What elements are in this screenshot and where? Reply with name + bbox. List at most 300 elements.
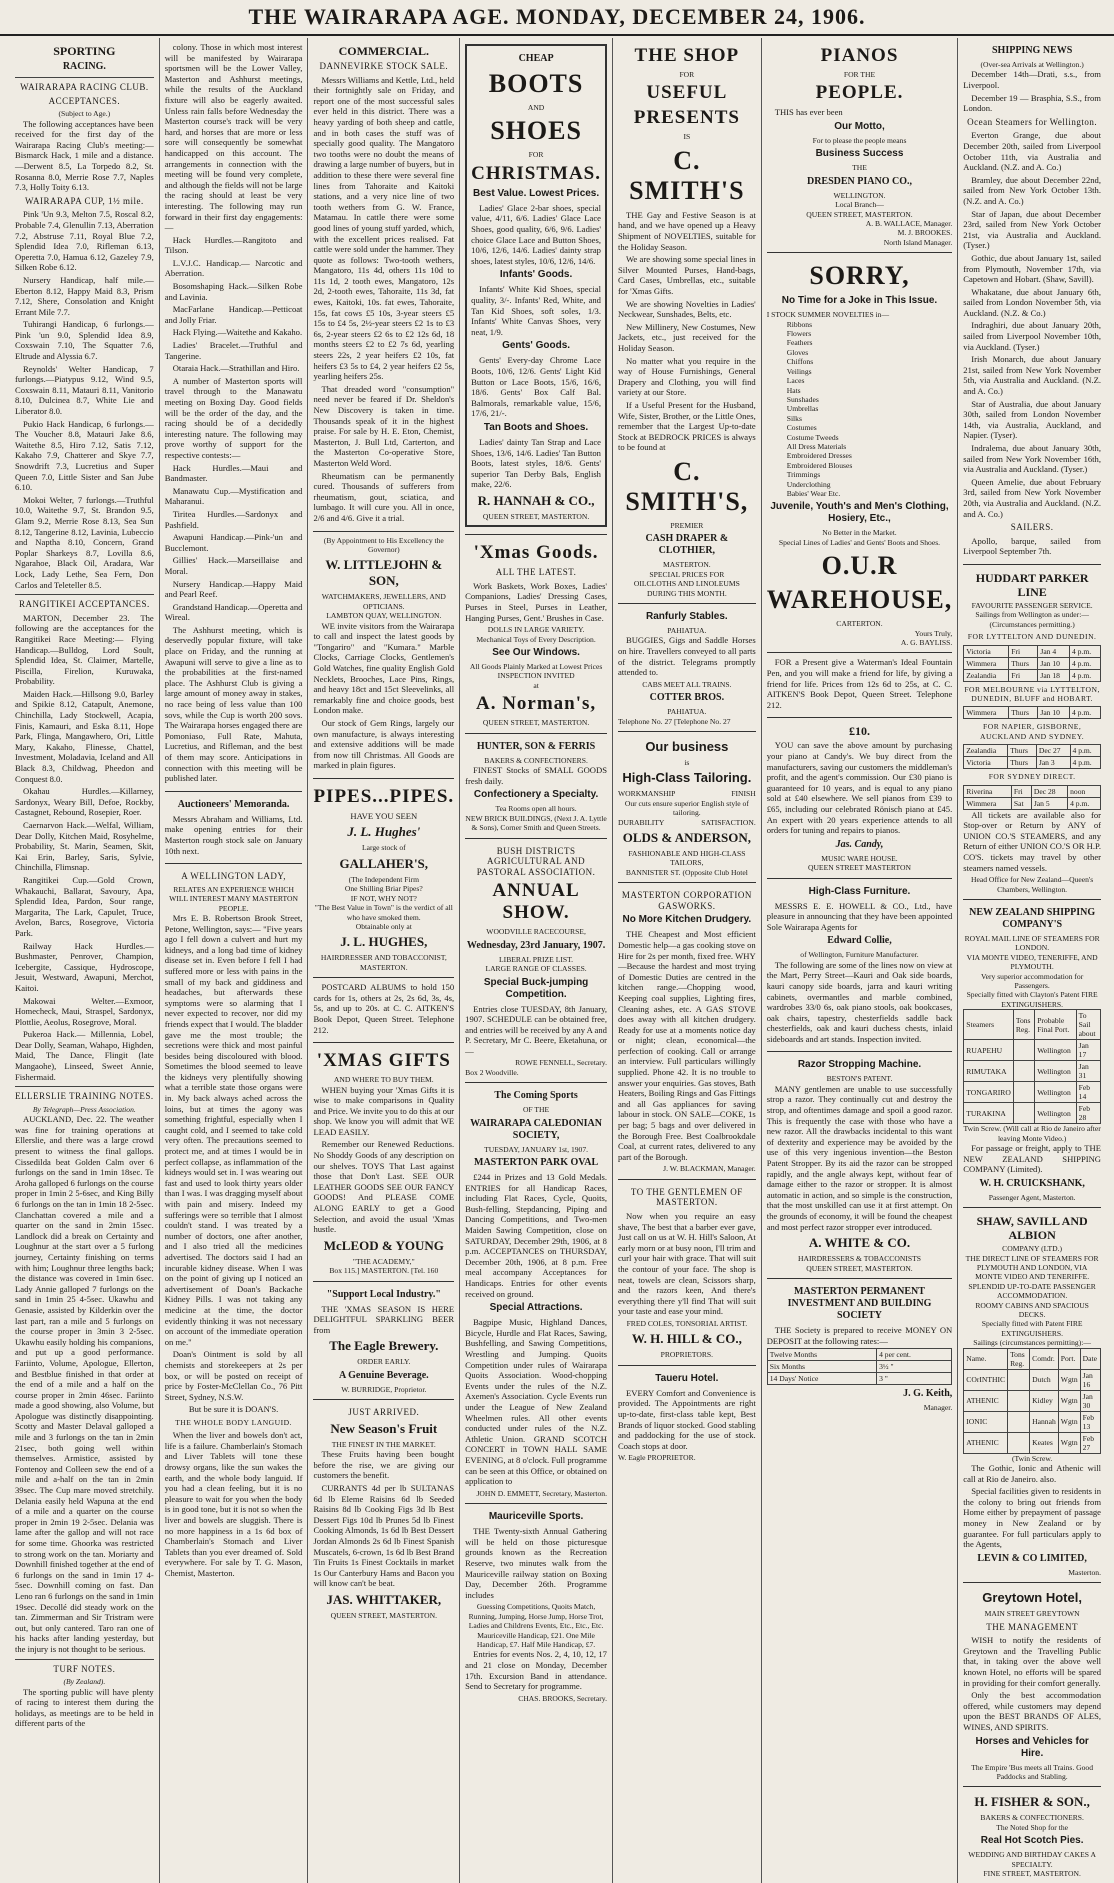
table-cell: Thurs bbox=[1009, 657, 1038, 669]
advertiser-name: HUNTER, SON & FERRIS bbox=[476, 740, 596, 752]
paragraph: The Gothic, Ionic and Athenic will call at Rio de Janeiro. also. bbox=[963, 1463, 1101, 1484]
ad-heading: "Support Local Industry." bbox=[326, 1288, 441, 1300]
ad-line: at bbox=[533, 680, 539, 690]
paragraph: Everton Grange, due about December 20th, sailed from Liverpool October 11th, via Australia and Auckland. (N.Z. and A. Co.) bbox=[963, 130, 1101, 173]
paragraph: Entries close TUESDAY, 8th January, 1907. SCHEDULE can be obtained free, and entries will be received by any A and P. Secretary, Mr C. Beere, Eketahuna, or— bbox=[465, 1003, 607, 1056]
novelty-item: Sunshades bbox=[786, 394, 819, 404]
price-list: CURRANTS 4d per lb SULTANAS 6d lb Eleme Raisins 6d lb Seeded Raisins 8d lb Cooking Figs 3d lb Best Dessert Figs 10d lb Prunes 5d lb Finest Cooking Almonds, 1s 6d lb Best Dessert Jordan Almonds 2s 6d lb Finest Spanish Muscatels, 6-crown, 1s 6d lb Best Brand Tin Fruits 1s Finest Cocktails in market 1s Our Canterbury Hams and Bacon you will know can't be beat. bbox=[313, 1483, 455, 1589]
address-line: QUEEN STREET, MASTERTON. bbox=[482, 718, 590, 728]
caledonian-ad bbox=[465, 1083, 607, 1504]
paragraph: Caernarvon Hack.—Welfal, William, Dear Dolly, Kitchen Maid, Rosyhelme, Probability, St. Marin, Seamen, Skit, Kai Erin, Barley, Saris, Sylvie, Chinchilla, Flimsnap. bbox=[15, 820, 154, 873]
paragraph: Messrs Abraham and Williams, Ltd. make opening entries for their Masterton rough stock sale on January 10th next. bbox=[164, 813, 303, 856]
table-cell: Thurs bbox=[1008, 757, 1037, 769]
ad-subheading: Special Buck-jumping Competition. bbox=[483, 976, 589, 1000]
paragraph: The Ashhurst meeting, which is deservedly popular fixture, will take place on Friday, and the running at Awapuni will serve to give a line as to the probabilities at the first-named place. The Ashhurst Club is giving a large amount of money away in stakes, no race being of less value than 100 sovs, while the Cup is worth 200 sovs. The Wairarapa horses engaged there are Pomoniaso, Full Rate, Mahuta, Lucretius, and Rifleman, and the best of them may score. Anticipations in connection with this meeting will be published later. bbox=[164, 624, 303, 784]
ad-heading: High-Class Furniture. bbox=[808, 885, 911, 897]
ad-line: VIA MONTE VIDEO, TENERIFFE, AND PLYMOUTH. bbox=[966, 952, 1098, 972]
candy-piano-ad bbox=[767, 718, 953, 878]
table-cell: Riverina bbox=[964, 785, 1012, 797]
advertiser-name: The Eagle Brewery. bbox=[329, 1338, 439, 1354]
novelty-item: Embroidered Blouses bbox=[786, 460, 853, 470]
paragraph: Grandstand Handicap.—Operetta and Wireal. bbox=[164, 601, 303, 623]
paragraph: Star of Australia, due about January 30th, sailed from London November 14th, via Australia, Auckland, and Napier. (Tyser). bbox=[963, 398, 1101, 441]
table-cell: Jan 10 bbox=[1038, 657, 1070, 669]
table-cell: 4 per cent. bbox=[877, 1349, 952, 1361]
ad-line: IS bbox=[683, 132, 691, 142]
racing-heading: RACING. bbox=[62, 61, 106, 72]
route-heading: FOR MELBOURNE via LYTTELTON, DUNEDIN, BLUFF and HOBART. bbox=[964, 684, 1100, 703]
article-heading: A WELLINGTON LADY, bbox=[181, 871, 286, 882]
paragraph: Infants' White Kid Shoes, special quality, 3/-. Infants' Red, White, and Tan Kid Shoes, soft soles, 1/3. Infants' White Canvas Shoes, very neat, 1/9. bbox=[471, 284, 601, 337]
ad-line: W. Eagle PROPRIETOR. bbox=[617, 1453, 696, 1463]
paragraph: colony. Those in which most interest will be manifested by Wairarapa sportsmen will be the Lower Valley, Masterton and Ashhurst meetings, while the results of the Auckland fixture will also be eagerly awaited. Unless rain falls before Wednesday the Masterton course's track will be very hard, and horses that are more or less sore will consequently be somewhat handicapped on this account. The arrangements in connection with the meeting will be found very complete, and although the fields will not be large the racing should at least be very interesting. The following may run forward in their first day engagements:— bbox=[164, 42, 303, 233]
ad-line: WEDDING AND BIRTHDAY CAKES A SPECIALTY. bbox=[968, 1850, 1096, 1869]
ad-subheading: Confectionery a Specialty. bbox=[473, 789, 599, 801]
ad-line: Sailings (circumstances permitting):— bbox=[973, 1338, 1091, 1348]
greytown-hotel-ad bbox=[963, 1583, 1101, 1787]
ad-line: SPLENDID UP-TO-DATE PASSENGER ACCOMMODATION. bbox=[968, 1281, 1096, 1301]
paragraph: Pukeroa Hack.— Millennia, Lobel, Dear Dolly, Seaman, Wahapo, Highden, Maid, The Dance, Flingit (late Mangaohe), Linseed, Sweet Annie, Fishermaid. bbox=[15, 1029, 154, 1082]
table-cell: Zealandia bbox=[964, 745, 1008, 757]
table-cell: To Sail about bbox=[1076, 1010, 1100, 1040]
table-cell: ATHENIC bbox=[964, 1390, 1008, 1411]
table-cell: Jan 16 bbox=[1080, 1369, 1100, 1390]
table-cell: Wgtn bbox=[1058, 1411, 1080, 1432]
ad-heading: 'XMAS GIFTS bbox=[316, 1050, 451, 1072]
paragraph: For passage or freight, apply to THE NEW ZEALAND SHIPPING COMPANY (Limited). bbox=[963, 1143, 1101, 1175]
stock-sale-heading: DANNEVIRKE STOCK SALE. bbox=[319, 61, 449, 71]
paragraph: The following acceptances have been received for the first day of the Wairarapa Racing Club's meeting:— Bismarck Hack, 1 mile and a distance.—Derwent 8.5, La Torpedo 8.2, St. Rosanna 8.0, Merrie Rose 7.7, Naples 7.3, Holly Toity 6.13. bbox=[15, 118, 154, 193]
table-cell: Fri bbox=[1011, 785, 1031, 797]
paragraph: THE Twenty-sixth Annual Gathering will be held on those picturesque grounds known as the Recreation Reserve, two minutes walk from the Mauriceville railway station on Boxing Day, December 26th. Programme includes bbox=[465, 1526, 607, 1600]
table-cell: Name. bbox=[964, 1348, 1008, 1369]
ad-line: Mechanical Toys of Every Description. bbox=[476, 634, 596, 644]
ad-line: of Wellington, Furniture Manufacturer. bbox=[800, 950, 919, 960]
table-cell: 14 Days' Notice bbox=[767, 1373, 876, 1385]
paragraph: A number of Masterton sports will travel through to the Manawatu meeting on Boxing Day. Good fields will be the order of the day, and the racing should be of a decidedly interesting nature. The following may prove worthy of support for the respective contests:— bbox=[164, 375, 303, 460]
table-cell bbox=[1013, 1103, 1034, 1124]
address-line: FINE STREET, MASTERTON. bbox=[983, 1869, 1081, 1879]
ad-line: (The Independent Firm bbox=[348, 874, 420, 884]
article-subheading: RELATES AN EXPERIENCE WHICH WILL INTEREST MANY MASTERTON PEOPLE. bbox=[169, 884, 298, 913]
ad-line: Mauriceville Handicap, £21. One Mile Handicap, £7. Half Mile Handicap, £7. bbox=[476, 1630, 596, 1649]
table-cell: Jan 5 bbox=[1031, 797, 1067, 809]
ad-heading: The Coming Sports bbox=[494, 1090, 578, 1102]
paragraph: Work Baskets, Work Boxes, Ladies' Companions, Ladies' Dressing Cases, Purses in Steel, Purses in Leather, Hanging Purses, Gent.' Brushes in Case. bbox=[465, 580, 607, 623]
ad-subheading: Best Value. Lowest Prices. bbox=[472, 187, 600, 199]
table-cell: Feb 14 bbox=[1076, 1082, 1100, 1103]
paragraph: EVERY Comfort and Convenience is provided. The Appointments are right up-to-date, first-class table kept, Best Brands of liquor stocked. Good stabling and paddocking for the use of stock. Coach stops at door. bbox=[617, 1387, 756, 1451]
section-heading: SHIPPING NEWS bbox=[991, 45, 1073, 56]
table-cell: Wellington bbox=[1035, 1103, 1076, 1124]
paragraph: Pukio Hack Handicap, 6 furlongs.—The Voucher 8.8, Matauri Jake 8.6, Waitethe 8.5, Hiro 7.12, Satis 7.12, Kakaho 7.9, Chatterer and Skye 7.7, Snowdrift 7.3, Lucretius and Super Queen 7.0, Little Sister and San Jube 6.10. bbox=[15, 418, 154, 493]
subheading: SAILERS. bbox=[1010, 522, 1054, 533]
ad-line: Head Office for New Zealand—Queen's Chambers, Wellington. bbox=[971, 875, 1094, 894]
paragraph: If a Useful Present for the Husband, Wife, Sister, Brother, or the Little Ones, remember that the Largest Up-to-date Stock at BEDROCK PRICES is always to be found at bbox=[617, 399, 756, 453]
furniture-ad bbox=[767, 879, 953, 1053]
mauriceville-ad bbox=[465, 1504, 607, 1708]
paragraph: Mrs E. B. Robertson Brook Street, Petone, Wellington, says:— "Five years ago I fell down a culvert and hurt my kidneys, and a long bad time of kidney disease set in. Even before I fell I had suffered more or less with pains in the small of my back and giddiness and headaches, but afterwards these symptoms were so alarming that I never expected to recover, nor did my friends expect that I would. The bladder gave me the most trouble; the secretions were thick and most painful besides being discoloured with blood. Sometimes the blood seemed to leave the kidneys very plentifully showing what a terrible state those organs were in. My back always ached across the loins, but at times the agony was something frightful, especially when I caught cold, and I seemed to take cold very often. The precautions seemed to protect me, and at times I would be in perfect collapse, as inflammation of the kidneys would set in. I was wearing out fast and used to look thirty years older than I was. I was dragging myself about with pain and misery. Indeed my sufferings were so terrible that I almost couldn't stand. I was treated by a number of doctors, one after another, and I also tried all the medicines advertised. The doctors said I had an incurable kidney disease. When I was on the point of giving up I noticed an advertisement of Doan's Backache Kidney Pills. I was not taking any medicine at the time, the doctor evidently thinking it was not necessary on account of the immediate operation on me." bbox=[164, 912, 303, 1347]
paragraph: THE Gay and Festive Season is at hand, and we have opened up a Heavy Shipment of NOVELTIES, suitable for the Holiday Season. bbox=[617, 209, 756, 252]
table-cell: Wgtn bbox=[1058, 1390, 1080, 1411]
table-cell: 4 p.m. bbox=[1069, 657, 1100, 669]
paragraph: No matter what you require in the way of House Furnishings, General Drapery and Clothing, you will find variety at our Store. bbox=[617, 355, 756, 398]
column-1 bbox=[10, 38, 159, 1883]
advertiser-name: DRESDEN PIANO CO., bbox=[806, 175, 912, 187]
table-cell: Thurs bbox=[1008, 745, 1037, 757]
paragraph: Doan's Ointment is sold by all chemists and storekeepers at 2s per box, or will be posted on receipt of price by Foster-McClellan Co., 76 Pitt Street, Sydney, N.S.W. bbox=[164, 1349, 303, 1402]
table-row bbox=[964, 797, 1101, 809]
acceptances-heading: ACCEPTANCES. bbox=[48, 95, 121, 106]
ad-heading: PEOPLE. bbox=[815, 82, 904, 104]
advertiser-name: C. SMITH'S bbox=[629, 145, 745, 205]
ad-line: DOLLS IN LARGE VARIETY. bbox=[487, 625, 585, 635]
ad-line: AND bbox=[527, 103, 545, 112]
paragraph: Gillies' Hack.—Marseillaise and Moral. bbox=[164, 555, 303, 576]
paragraph: Indralema, due about January 30th, sailed from New York November 16th, via Australia and Auckland. (Tyser.) bbox=[963, 443, 1101, 475]
table-cell: Wimmera bbox=[964, 657, 1009, 669]
paragraph: Star of Japan, due about December 23rd, sailed from New York October 21st, via Australia and Auckland. (Tyser.) bbox=[963, 208, 1101, 251]
table-cell: Dec 27 bbox=[1036, 745, 1070, 757]
paragraph: MacFarlane Handicap.—Petticoat and Jolly Friar. bbox=[164, 304, 303, 325]
paragraph: Maiden Hack.—Hillsong 9.0, Barley and Spikie 8.12, Catapult, Anemone, Chinchilla, Lady Stockwell, Acapia, Finis, Kamauri, and Eska 8.11, Hope Park, Flinga, Mangawhero, Ori, Little Mary, Kakaho, Flinesse, Chattel, Investment, Moladavia, Iceland and All Black 8.3, Childwag, Pheedon and Conquest 8.0. bbox=[15, 688, 154, 784]
ellerslie-heading: ELLERSLIE TRAINING NOTES. bbox=[15, 1091, 154, 1102]
table-cell: Wellington bbox=[1035, 1082, 1076, 1103]
address-line: MASTERTON. bbox=[662, 560, 711, 570]
ad-line: FAVOURITE PASSENGER SERVICE. bbox=[971, 600, 1093, 610]
table-row bbox=[964, 1010, 1101, 1040]
table-cell: Wellington bbox=[1035, 1040, 1076, 1061]
paragraph: But be sure it is DOAN'S. bbox=[188, 1404, 279, 1415]
ad-line: SATISFACTION. bbox=[701, 817, 756, 827]
paragraph: That dreaded word "consumption" need never be feared if Dr. Sheldon's New Discovery is taken in time. Thousands speak of it in the highest praise. For sale by H. E. Eton, Chemist, Masterton, J. Bull Ltd, Carterton, and the Masterton Co-operative Store, Masterton Weld Word. bbox=[313, 383, 455, 468]
ad-line: Our cuts ensure superior English style of tailoring. bbox=[624, 798, 749, 818]
ad-heading: 'Xmas Goods. bbox=[473, 542, 599, 564]
ad-line: MUSIC WARE HOUSE. bbox=[821, 853, 898, 863]
table-cell: Victoria bbox=[964, 757, 1008, 769]
paragraph: MESSRS E. E. HOWELL & CO., Ltd., have pleasure in announcing that they have been appointed Sole Wairarapa Agents for bbox=[766, 900, 953, 932]
paragraph: Rheumatism can be permanently cured. Thousands of sufferers from rheumatism, gout, sciatica, and lumbago. It will cure you. All in once, 2/6 and 4/6. Give it a trial. bbox=[313, 470, 455, 523]
ad-line: J. W. BLACKMAN, Manager. bbox=[663, 1164, 756, 1174]
ad-line: THE MANAGEMENT bbox=[986, 1621, 1078, 1632]
paragraph: AUCKLAND, Dec. 22. The weather was fine for training operations at Ellerslie, and there was a large crowd present to witness the final gallops. Cissedilda beat Golden Calm over 6 furlongs on the sand in 1min 18sec. Te Aroha galloped 6 furlongs on the course proper in 1min 2 5-6sec, and King Billy 6 furlongs on the tan in 1min 18 2-5sec. Clanchattan covered a mile and a quarter on the sand in 2min 15sec. Landlock did a break on Certainty and Loughnur at the start over a 5 furlong journey, Certainty finishing on terms with him; Loughnur three lengths back; the distance was covered in 1min 6sec. Lady Annie galloped 7 furlongs on the sand in 1min 25 4-5sec. Ukawhu and Genasie, assisted by Kilderkin over the last part, ran a mile and 5 furlongs on the course proper in 3min 3 2-5sec. Ukawhu easily holding his companions, and put up a good performance. Fariinto, Volume, Apologue, Ellerton, and Bestblue finished in that order at the end of a mile and a half on the course proper in 2min 46sec. Fariinto made a good showing, also Volume, but Apologue was distinctly disappointing. Scotty and Master Delaval galloped a mile and 3 furlongs on the tan in 2min 21sec, both going well within themselves. Armistice, assisted by Fontenoy and Colleen sew the end of a mile and a-half on the tan in 2min 39sec. The Cup mare moved stretchily. Delania easily held Wapuna at the end of a mile and a quarter on the course proper in 2min 19 2-5sec. Delania was lame after the gallop and will not race for some time. Ghoorka was restricted to strong work on the tan. Moriarty and Downhill finished together at the end of 6 furlongs on the sand in 1min 17 4-5sec. Downhill coming on fast. Dan Leno ran 6 furlongs on the sand in 1min 19sec. Decollé did steady work on the tan. Zimmerman and Sir Tristram were out, but only cantered. Taro ran one of his hacks after landing yesterday, but the injury is not thought to be serious. bbox=[15, 1114, 154, 1654]
paragraph: L.V.J.C. Handicap.— Narcotic and Aberration. bbox=[164, 257, 303, 279]
table-cell bbox=[1013, 1061, 1034, 1082]
ad-line: THE DIRECT LINE OF STEAMERS FOR PLYMOUTH AND LONDON, VIA MONTE VIDEO AND TENERIFFE. bbox=[965, 1253, 1099, 1282]
ad-line: W. BURRIDGE, Proprietor. bbox=[341, 1384, 427, 1394]
ad-subheading: No Time for a Joke in This Issue. bbox=[781, 295, 938, 307]
table-cell: 4 p.m. bbox=[1070, 757, 1101, 769]
ad-line: MASTERTON PARK OVAL bbox=[474, 1157, 599, 1169]
ad-heading: SHOES bbox=[490, 116, 582, 146]
ad-line: PREMIER bbox=[670, 520, 704, 530]
sailing-table bbox=[963, 706, 1101, 719]
advertiser-name: COTTER BROS. bbox=[649, 692, 725, 704]
table-cell bbox=[1008, 1411, 1030, 1432]
columns bbox=[10, 38, 1106, 1879]
novelty-item: Flowers bbox=[786, 329, 812, 339]
table-cell: Dec 28 bbox=[1031, 785, 1067, 797]
trade-line: BAKERS & CONFECTIONERS. bbox=[484, 755, 588, 765]
paragraph: POSTCARD ALBUMS to hold 150 cards for 1s, others at 2s, 2s 6d, 3s, 4s, 5s, and up to 20s. at C. C. AITKEN'S Book Depot, Queen Street. Telephone 212. bbox=[313, 982, 455, 1035]
table-cell: Probable Final Port. bbox=[1035, 1010, 1076, 1040]
ad-heading: SORRY, bbox=[809, 261, 910, 291]
ad-line: Yours Truly, bbox=[914, 628, 953, 638]
ad-line: The Empire 'Bus meets all Trains. Good Paddocks and Stabling. bbox=[971, 1762, 1094, 1781]
ad-line: OILCLOTHS AND LINOLEUMS bbox=[633, 579, 740, 589]
table-cell bbox=[1008, 1432, 1030, 1453]
ad-line: For to please the people means bbox=[812, 136, 907, 145]
novelty-item: Silks bbox=[786, 413, 802, 423]
ad-line: Box 115.] MASTERTON. [Tel. 160 bbox=[329, 1266, 439, 1276]
table-cell: Jan 3 bbox=[1036, 757, 1070, 769]
ad-line: LIBERAL PRIZE LIST. bbox=[499, 954, 574, 964]
table-cell: Feb 27 bbox=[1080, 1432, 1100, 1453]
novelty-item: Umbrellas bbox=[786, 404, 819, 414]
table-row bbox=[964, 1061, 1101, 1082]
novelty-item: Embroidered Dresses bbox=[786, 451, 852, 461]
address-line: MAIN STREET GREYTOWN bbox=[984, 1609, 1080, 1619]
advertiser-name: McLEOD & YOUNG bbox=[323, 1237, 444, 1253]
ad-line: IF NOT, WHY NOT? bbox=[350, 893, 417, 903]
byline: By Telegraph—Press Association. bbox=[32, 1104, 136, 1114]
ad-heading: New Season's Fruit bbox=[330, 1420, 438, 1436]
paragraph: Our stock of Gem Rings, largely our own manufacture, is always interesting and extensive additions will be made from now till Christmas. All Goods are marked in plain figures. bbox=[313, 717, 455, 771]
table-cell: Jan 30 bbox=[1080, 1390, 1100, 1411]
table-cell bbox=[1013, 1082, 1034, 1103]
paragraph: Messrs Williams and Kettle, Ltd., held their fortnightly sale on Friday, and report one of the most successful sales ever held in this district. There was a heavy yarding of both sheep and cattle, and in both cases the stuff was of specially good quality. The Mangatoro two tooths were no doubt the means of drawing a large number of buyers, but in addition to these there were several fine lines from Tahoraite and Kaitoki stations, and a very nice line of two tooth wethers from G. W. France, Matamau. In cattle there were some good lines of young stuff yarded, which, with the excellent prices realised. Fat cattle were sold under the hammer. They quote as follows: Two-tooth wethers, Mangatoro, 11s 4d, others 11s 10d to 11s 1d, 2 tooth ewes, Mangatoro, 12s 2d, 2-tooth ewes, Tahoraite, 11s 3d, fat ewes, Kaitoki, 10s. fat ewes, Tahoraite, 15s, fat cows £5 10s, 3-year steers £5 15s to £4 5s, 2½-year steers £2 1s to £3 6s, 2-year steers £2 6s to £2 12s 6d, 18 months steers £2 to £2 7s 6d, yearling steers 22s, 2 year heifers £2 10s, fat heifers £3 5s to £4, 2 year heifers £2 5s, yearling heifers 25s. bbox=[313, 74, 455, 382]
advertiser-name: Jas. Candy, bbox=[835, 838, 884, 850]
table-cell: Jan 18 bbox=[1038, 669, 1070, 681]
ad-line: COMPANY (LTD.) bbox=[1002, 1244, 1063, 1254]
ad-line: CHAS. BROOKS, Secretary. bbox=[518, 1693, 607, 1703]
table-cell: Twelve Months bbox=[767, 1349, 876, 1361]
table-row bbox=[964, 1432, 1101, 1453]
advertiser-name: A. Norman's, bbox=[475, 693, 597, 715]
table-cell: 4 p.m. bbox=[1069, 669, 1100, 681]
bayliss-warehouse-ad bbox=[767, 253, 953, 653]
rangitikei-heading: RANGITIKEI ACCEPTANCES. bbox=[18, 599, 150, 610]
table-cell: Thurs bbox=[1009, 707, 1038, 719]
table-cell: Six Months bbox=[767, 1361, 876, 1373]
trade-line: CASH DRAPER & CLOTHIER, bbox=[645, 533, 729, 557]
ad-subheading: Real Hot Scotch Pies. bbox=[980, 1835, 1084, 1847]
ad-line: Obtainable only at bbox=[355, 921, 412, 931]
ad-subheading: Horses and Vehicles for Hire. bbox=[975, 1735, 1089, 1759]
column-7 bbox=[957, 38, 1106, 1883]
table-cell: 4 p.m. bbox=[1068, 797, 1101, 809]
paragraph: Ladies' dainty Tan Strap and Lace Shoes, 13/6, 14/6. Ladies' Tan Button Boots, latest styles, 18/6. Gents' superior Tan Derby Bals, English make, 22/6. bbox=[471, 436, 601, 490]
steamer-table bbox=[963, 1009, 1101, 1124]
ad-subheading: Tan Boots and Shoes. bbox=[483, 421, 589, 433]
table-cell: Jan 4 bbox=[1038, 645, 1070, 657]
table-cell: Wellington bbox=[1035, 1061, 1076, 1082]
paragraph: Now when you require an easy shave, The best that a barber ever gave, Just call on us at W. H. Hill's Saloon, At early morn or at busy noon, I'll trim and curl your hair with grace. That will suit the contour of your face. The shop is neat, towels are clean, Scissors sharp, and the razors keen, And there's everything there y'll find That will suit your taste and ease your mind. bbox=[617, 1211, 756, 1317]
ad-subheading: Juvenile, Youth's and Men's Clothing, Hosiery, Etc., bbox=[770, 501, 949, 525]
table-cell: Fri bbox=[1009, 669, 1038, 681]
auctioneers-block bbox=[165, 792, 303, 864]
table-row bbox=[964, 1082, 1101, 1103]
column-4 bbox=[459, 38, 612, 1883]
table-cell: Port. bbox=[1058, 1348, 1080, 1369]
ad-line: Specially fitted with Clayton's Patent FIRE EXTINGUISHERS. bbox=[966, 990, 1098, 1009]
ad-heading: TO THE GENTLEMEN OF MASTERTON. bbox=[630, 1186, 743, 1208]
ad-heading: £10. bbox=[848, 724, 870, 739]
ad-frame bbox=[465, 44, 607, 527]
ad-line: Special Lines of Ladies' and Gents' Boots and Shoes. bbox=[778, 537, 941, 547]
ad-heading: USEFUL bbox=[646, 82, 728, 104]
novelty-item: Trimmings bbox=[786, 470, 821, 480]
paragraph: Okahau Hurdles.—Killarney, Sardonyx, Weary Bill, Defoe, Rockby, Castagnet, Rebound, Rosepier, Roer. bbox=[15, 786, 154, 818]
table-cell: IONIC bbox=[964, 1411, 1008, 1432]
ad-line: All Goods Plainly Marked at Lowest Prices bbox=[469, 662, 603, 672]
whittaker-ad bbox=[313, 1400, 454, 1625]
ad-subheading: Business Success bbox=[815, 148, 904, 160]
paragraph: The following are some of the lines now on view at the Mart, Perry Street—Kauri and Oak side boards, kauri canopy side boards, jarra and kauri writing cabinets, overmantles and marble combined, wardrobes 33/0 6s, oak piano stools, oak bookcases, oak chairs, tapestry, chesterfields saddle back chesterfields, oak and kauri duchess chests, inlaid sideboards and art stands. Inspection invited. bbox=[766, 959, 953, 1044]
ad-subheading: Special Attractions. bbox=[489, 1302, 583, 1314]
table-row bbox=[964, 757, 1101, 769]
paragraph: WISH to notify the residents of Greytown and the Travelling Public that, in taking over the above well known Hotel, no efforts will be spared in providing for their comfort generally. bbox=[963, 1635, 1101, 1688]
shipping-news bbox=[963, 38, 1101, 565]
paragraph: New Millinery, New Costumes, New Jackets, etc., just received for the Holiday Season. bbox=[617, 321, 756, 353]
novelty-item: Gloves bbox=[786, 347, 809, 357]
ad-heading: No More Kitchen Drudgery. bbox=[622, 914, 752, 926]
advertiser-name: Edward Collie, bbox=[827, 935, 892, 947]
paragraph: Whakatane, due about January 6th, sailed from London November 5th, via Auckland. (N.Z. & Co.) bbox=[963, 286, 1101, 318]
ad-line: ROYAL MAIL LINE OF STEAMERS FOR LONDON. bbox=[964, 933, 1100, 953]
ad-heading: SHAW, SAVILL AND ALBION bbox=[976, 1214, 1088, 1243]
address-line: QUEEN STREET, MASTERTON. bbox=[482, 511, 590, 521]
trade-line: BAKERS & CONFECTIONERS. bbox=[980, 1813, 1084, 1823]
paragraph: We are showing Novelties in Ladies' Neckwear, Sunshades, Belts, etc. bbox=[617, 298, 756, 320]
table-row bbox=[964, 745, 1101, 757]
novelty-item: Babies' Wear Etc. bbox=[786, 488, 841, 498]
postcard-ad bbox=[313, 978, 454, 1043]
paragraph: Ladies' Glace 2-bar shoes, special value, 4/11, 6/6. Ladies' Glace Lace Shoes, good quality, 6/6, 9/6. Ladies' choice Glace Lace and Button Shoes, 10/6, 12/6, 14/6. Ladies' dainty strap shoes, latest styles, 10/6, 12/6, 14/6. bbox=[471, 202, 601, 266]
novelty-item: Ribbons bbox=[786, 319, 813, 329]
shaw-savill-ad bbox=[963, 1208, 1101, 1583]
ad-line: Telephone No. 27 [Telephone No. 27 bbox=[617, 716, 731, 726]
eagle-brewery-ad bbox=[313, 1282, 454, 1401]
address-line: QUEEN STREET, MASTERTON. bbox=[806, 209, 913, 219]
novelty-item: Chiffons bbox=[786, 357, 814, 367]
ad-line: One Shilling Briar Pipes? bbox=[344, 884, 423, 894]
ad-heading: Razor Stropping Machine. bbox=[797, 1059, 922, 1071]
address-line: QUEEN STREET, MASTERTON. bbox=[806, 1263, 913, 1273]
table-row bbox=[964, 1348, 1101, 1369]
address-line: BANNISTER ST. (Opposite Club Hotel bbox=[625, 867, 748, 877]
table-cell: Feb 13 bbox=[1080, 1411, 1100, 1432]
cup-heading: WAIRARAPA CUP, 1½ mile. bbox=[25, 195, 144, 206]
paragraph: Makowai Welter.—Exmoor, Homecheck, Maui, Straspel, Sardonyx, Plottlie, Aeolus, Rosegrove, Moral. bbox=[15, 995, 154, 1027]
table-cell: Steamers bbox=[964, 1010, 1014, 1040]
ranfurly-ad bbox=[618, 604, 756, 732]
rates-table bbox=[767, 1348, 953, 1385]
table-cell: Wimmera bbox=[964, 707, 1009, 719]
table-cell: Feb 28 bbox=[1076, 1103, 1100, 1124]
table-cell bbox=[1013, 1040, 1034, 1061]
ad-line: Tea Rooms open all hours. bbox=[495, 804, 577, 814]
paragraph: Indraghiri, due about January 20th, sailed from Liverpool November 10th, via Auckland. (Tyser.) bbox=[963, 320, 1101, 352]
dresden-piano-ad bbox=[767, 38, 953, 253]
table-row bbox=[964, 645, 1101, 657]
ad-line: Very superior accommodation for Passengers. bbox=[980, 971, 1084, 990]
turf-heading: TURF NOTES. bbox=[53, 1663, 116, 1674]
byline: (By Zealand). bbox=[63, 1677, 106, 1687]
paragraph: THE Society is prepared to receive MONEY ON DEPOSIT at the following rates:— bbox=[766, 1325, 953, 1346]
ad-line: Masterton. bbox=[1068, 1567, 1101, 1577]
table-row bbox=[964, 707, 1101, 719]
novelty-item: Feathers bbox=[786, 338, 813, 348]
column-5 bbox=[612, 38, 761, 1883]
advertiser-name: W. H. HILL & CO., bbox=[631, 1331, 742, 1347]
table-cell: Hannah bbox=[1030, 1411, 1059, 1432]
paragraph: FINEST Stocks of SMALL GOODS fresh daily. bbox=[465, 765, 607, 786]
littlejohn-ad bbox=[313, 532, 454, 779]
ad-line: Box 2 Woodville. bbox=[465, 1067, 519, 1077]
column-2 bbox=[159, 38, 308, 1883]
table-cell: Wimmera bbox=[964, 797, 1012, 809]
paragraph: These Fruits having been bought before the rise, we are giving our customers the benefit. bbox=[313, 1449, 455, 1481]
table-cell: Zealandia bbox=[964, 669, 1009, 681]
commercial-heading: COMMERCIAL. bbox=[338, 44, 429, 58]
gasworks-ad bbox=[618, 883, 756, 1180]
address-line: NEW BRICK BUILDINGS, (Next J. A. Lyttle & Sons), Corner Smith and Queen Streets. bbox=[465, 813, 607, 833]
table-cell: Victoria bbox=[964, 645, 1009, 657]
hill-barber-ad bbox=[618, 1180, 756, 1366]
paragraph: Only the best accommodation offered, while customers may depend upon the BEST BRANDS OF ALES, WINES, AND SPIRITS. bbox=[963, 1690, 1101, 1732]
paragraph: December 14th—Drati, s.s., from Liverpool. bbox=[963, 69, 1101, 90]
ad-line: No Better in the Market. bbox=[822, 528, 897, 538]
table-cell: RIMUTAKA bbox=[964, 1061, 1014, 1082]
paragraph: Awapuni Handicap.—Pink-'un and Bucclemont. bbox=[164, 532, 303, 553]
ad-line: BUSH DISTRICTS AGRICULTURAL AND PASTORAL ASSOCIATION. bbox=[476, 845, 596, 877]
smith-ad bbox=[618, 38, 756, 604]
address-line: MASTERTON. bbox=[359, 962, 408, 972]
ad-heading: THE SHOP bbox=[634, 45, 740, 66]
advertiser-name: JAS. WHITTAKER, bbox=[326, 1591, 442, 1607]
ad-subheading: Gents' Goods. bbox=[502, 340, 571, 352]
ad-line: I STOCK SUMMER NOVELTIES in— bbox=[766, 310, 890, 320]
table-row bbox=[767, 1373, 952, 1385]
paragraph: Gothic, due about January 1st, sailed from Plymouth, November 17th, via Capetown and Hobart. (Shaw, Savill). bbox=[963, 252, 1101, 285]
annual-show-ad bbox=[465, 839, 607, 1084]
hannah-boots-ad bbox=[465, 38, 607, 535]
ad-line: J. G. Keith, bbox=[903, 1388, 953, 1400]
club-heading: WAIRARAPA RACING CLUB. bbox=[20, 82, 149, 92]
novelty-item: Veilings bbox=[786, 366, 812, 376]
paragraph: Mokoi Welter, 7 furlongs.—Truthful 10.0, Waitethe 9.7, St. Brandon 9.5, Glam 9.2, Merrie Rose 8.13, Sea Sun 8.12, Tangerine 8.12, Lavinia, Lubeccio and Naptha 8.10, Concern, Grand Poplar Sharkeys 8.7, Lovilla 8.6, Ngarahoe, Black Oil, Aradara, War Lock, Lady Lethe, Sea Fern, Don Carlos and Teleteller 8.5. bbox=[15, 494, 154, 590]
table-row bbox=[964, 657, 1101, 669]
table-cell: Sat bbox=[1011, 797, 1031, 809]
paragraph: THE Cheapest and Most efficient Domestic help—a gas cooking stove on Hire for 2s per month, fixed free. WHY—Because the hardest and most trying of Domestic Duties are centred in the kitchen range.—Chopping wood, Keeping coal supplies, Lighting fires, Cleaning ashes, etc. A GAS STOVE does away with all kitchen drudgery. Ready for use at a moments notice day or night; clean, economical—the perfection of cooking. Call or arrange an interview. Full particulars willingly supplied. Phone 42. It is no trouble to answer your enquiries. Gas stoves, Bath Heaters, Boiling Rings and Gas Fittings and all Gas appliances for saving labour in stock. ON SALE—COKE, 1s per bag; 5 bags and over delivered in the Borough Free. Best Coalbrookdale Coal, at current rates, delivered to any part of the Borough. bbox=[617, 929, 756, 1162]
table-cell: COrINTHIC bbox=[964, 1369, 1008, 1390]
table-cell: 4 p.m. bbox=[1070, 745, 1101, 757]
ad-line: North Island Manager. bbox=[883, 237, 953, 247]
paragraph: Rangitikei Cup.—Gold Crown, Whakauchi, Ballarat, Savoury, Apa, Splendid Idea, Pardon, Sour range, Margarita, The Lark, Capulet, Truce, Avelon, Barcs, Rosegrove, Victoria Park. bbox=[15, 874, 154, 938]
norman-ad bbox=[465, 535, 607, 733]
table-cell: 4 p.m. bbox=[1069, 645, 1100, 657]
novelty-item: Underclothing bbox=[786, 479, 831, 489]
building-society-ad bbox=[767, 1279, 953, 1418]
ad-line: INSPECTION INVITED bbox=[497, 671, 575, 681]
paragraph: Tuhirangi Handicap, 6 furlongs.—Pink 'un 9.0, Splendid Idea 8.9, Coxswain 7.10, The Squatter 7.6, Eltrude and Alyssia 6.7. bbox=[15, 319, 154, 362]
ad-line: JUST ARRIVED. bbox=[348, 1407, 420, 1418]
ad-heading: Ranfurly Stables. bbox=[646, 610, 728, 622]
paragraph: Entries for events Nos. 2, 4, 10, 12, 17 and 21 close on Monday, December 17th. Excursion Band in attendance. Send to Secretary for programme. bbox=[465, 1649, 607, 1692]
ad-heading: WAREHOUSE, bbox=[766, 585, 953, 615]
table-row bbox=[964, 1390, 1101, 1411]
